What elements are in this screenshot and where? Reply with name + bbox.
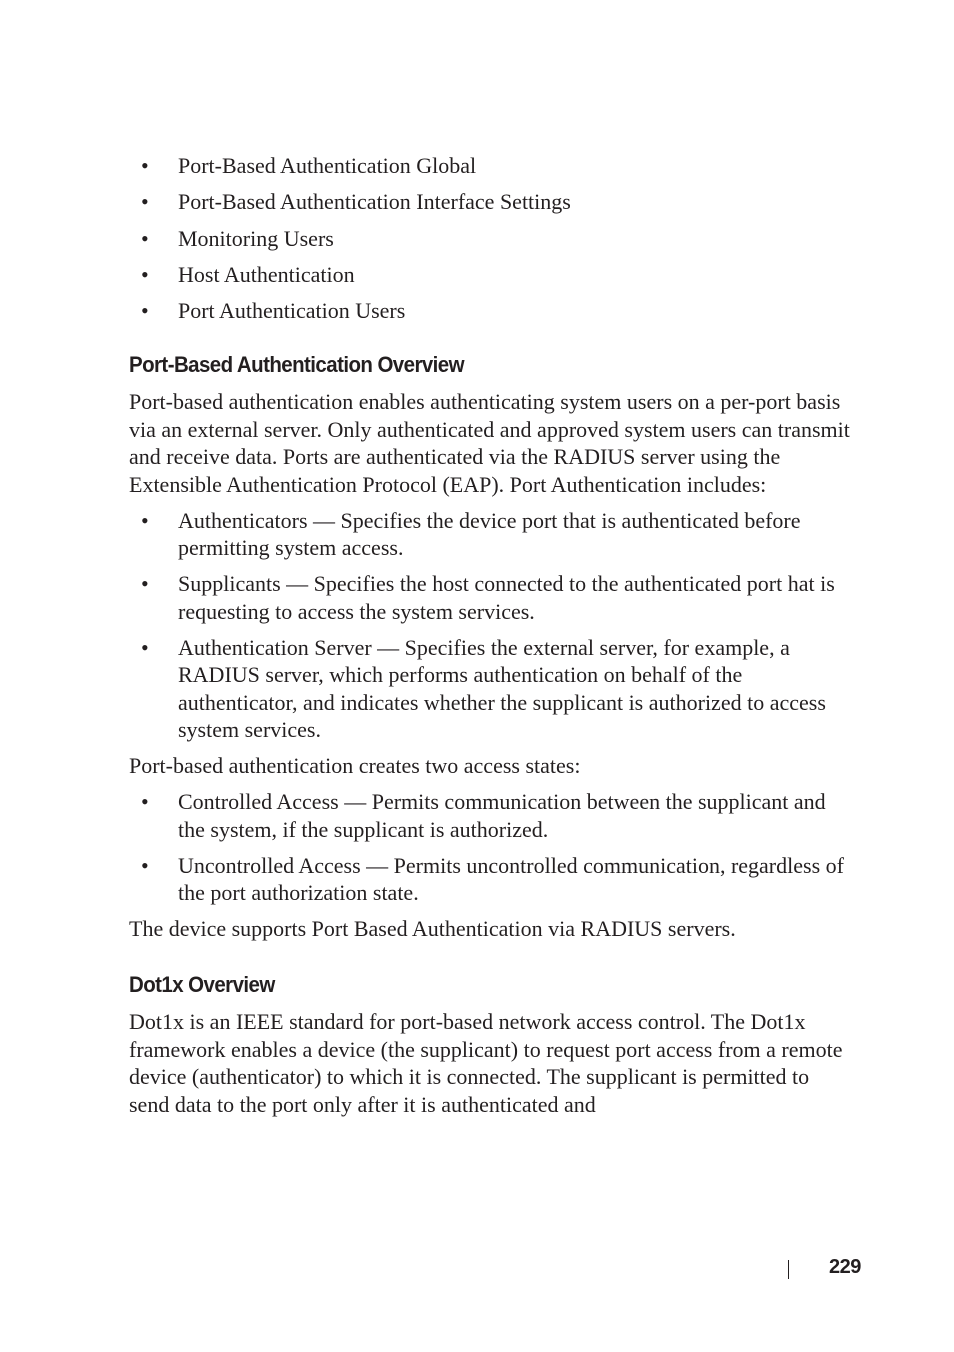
list-item xyxy=(129,634,854,744)
list-item xyxy=(129,507,854,562)
component-list xyxy=(129,507,854,744)
list-item xyxy=(129,852,854,907)
term-label: Controlled Access xyxy=(178,789,339,815)
closing-paragraph: The device supports Port Based Authentication via RADIUS servers. xyxy=(129,916,736,942)
term-description: — Specifies the host connected to the authenticated port hat is requesting to access the system services. xyxy=(178,571,835,624)
list-item xyxy=(129,570,854,625)
term-description: — Permits communication between the supplicant and the system, if the supplicant is authorized. xyxy=(178,789,826,842)
term-label: Authentication Server xyxy=(178,634,372,660)
list-item: • Monitoring Users xyxy=(129,225,854,253)
list-item: • Port Authentication Users xyxy=(129,297,854,325)
page-number: 229 xyxy=(829,1256,861,1278)
list-item: • Port-Based Authentication Global xyxy=(129,152,854,180)
list-item: • Port-Based Authentication Interface Settings xyxy=(129,188,854,216)
access-states-intro: Port-based authentication creates two access states: xyxy=(129,753,581,779)
section-heading-port-based-authentication: Port-Based Authentication Overview xyxy=(129,351,464,377)
term-description: — Permits uncontrolled communication, regardless of the port authorization state. xyxy=(178,852,844,906)
page-content xyxy=(129,152,854,1118)
section-intro-paragraph: Port-based authentication enables authenticating system users on a per-port basis via an external server. Only authenticated and approved system users can transmit and receive data. Ports are authenticated via the RADIUS server using the Extensible Authentication Protocol (EAP). Port Authentication includes: xyxy=(129,389,850,497)
term-description: — Specifies the external server, for example, a RADIUS server, which performs authentication on behalf of the authenticator, and indicates whether the supplicant is authorized to access system services. xyxy=(178,634,826,743)
term-label: Uncontrolled Access xyxy=(178,852,361,878)
term-description: — Specifies the device port that is authenticated before permitting system access. xyxy=(178,507,801,561)
access-states-list xyxy=(129,788,854,907)
list-item xyxy=(129,788,854,843)
topic-list xyxy=(129,152,854,325)
section-heading-dot1x: Dot1x Overview xyxy=(129,971,275,997)
footer-divider xyxy=(788,1260,789,1279)
dot1x-paragraph: Dot1x is an IEEE standard for port-based network access control. The Dot1x framework enables a device (the supplicant) to request port access from a remote device (authenticator) to which it is connected. The supplicant is permitted to send data to the port only after it is authenticated and xyxy=(129,1009,843,1117)
term-label: Authenticators xyxy=(178,507,308,533)
list-item: • Host Authentication xyxy=(129,261,854,289)
term-label: Supplicants xyxy=(178,571,281,597)
